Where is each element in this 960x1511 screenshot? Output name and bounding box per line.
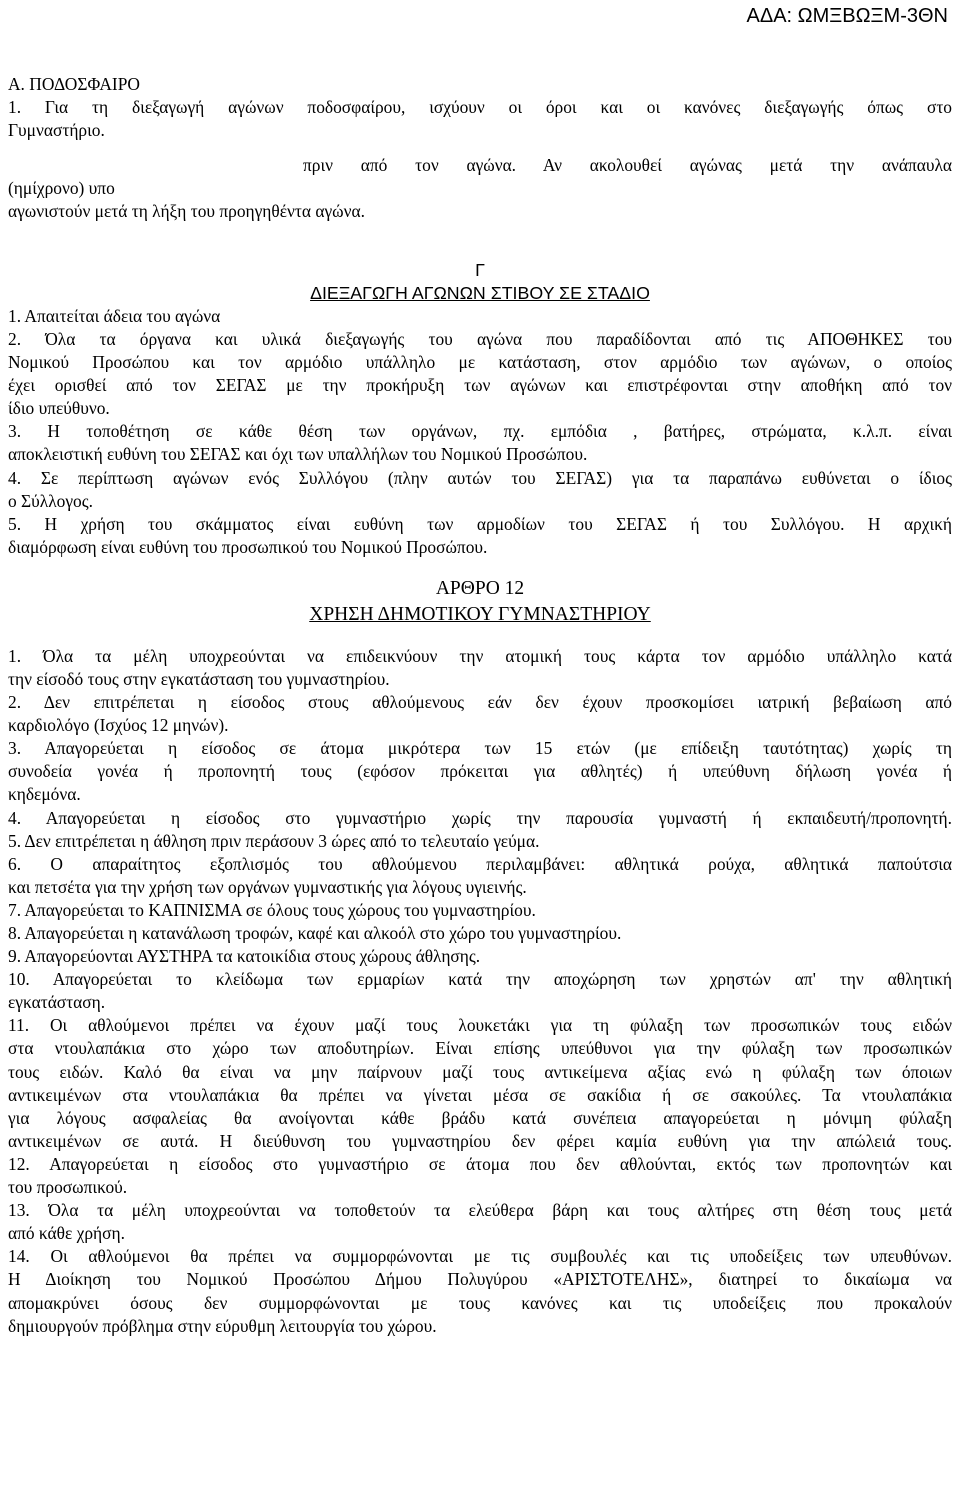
text-line: καρδιολόγο (Ισχύος 12 μηνών). <box>8 715 229 736</box>
text-line: 14. Οι αθλούμενοι θα πρέπει να συμμορφώνονται με τις συμβουλές και τις υποδείξεις των υπευθύνων. <box>8 1246 952 1267</box>
text-line: δημιουργούν πρόβλημα στην εύρυθμη λειτουργία του χώρου. <box>8 1315 437 1336</box>
text-line: 5. Δεν επιτρέπεται η άθληση πριν περάσουν 3 ώρες από το τελευταίο γεύμα. <box>8 830 540 851</box>
text-line: πριν από τον αγώνα. Αν ακολουθεί αγώνας μετά την ανάπαυλα <box>303 155 952 176</box>
text-line: 8. Απαγορεύεται η κατανάλωση τροφών, καφέ και αλκοόλ στο χώρο του γυμναστηρίου. <box>8 923 622 943</box>
text-line: την είσοδό τους στην εγκατάσταση του γυμναστηρίου. <box>8 668 390 689</box>
text-line: Η Διοίκηση του Νομικού Προσώπου Δήμου Πολυγύρου «ΑΡΙΣΤΟΤΕΛΗΣ», διατηρεί το δικαίωμα να <box>8 1269 952 1290</box>
text-line: 1. Απαιτείται άδεια του αγώνα <box>8 305 221 326</box>
text-line: 1. Όλα τα μέλη υποχρεούνται να επιδεικνύουν την ατομική τους κάρτα τον αρμόδιο υπάλληλο κατά <box>8 645 952 666</box>
article-title: ΧΡΗΣΗ ΔΗΜΟΤΙΚΟΥ ΓΥΜΝΑΣΤΗΡΙΟΥ <box>309 603 651 625</box>
text-line: (ημίχρονο) υπο <box>8 178 115 199</box>
text-line: 12. Απαγορεύεται η είσοδος στο γυμναστήριο σε άτομα που δεν αθλούνται, εκτός των προπονητών και <box>8 1153 952 1174</box>
text-line: 5. Η χρήση του σκάμματος είναι ευθύνη των αρμοδίων του ΣΕΓΑΣ ή του Συλλόγου. Η αρχική <box>8 513 952 534</box>
text-line: του προσωπικού. <box>8 1177 128 1198</box>
text-line: και πετσέτα για την χρήση των οργάνων γυμναστικής για λόγους υγιεινής. <box>8 876 527 897</box>
text-line: 4. Σε περίπτωση αγώνων ενός Συλλόγου (πλην αυτών του ΣΕΓΑΣ) για τα παραπάνω ευθύνεται ο ίδιος <box>8 467 952 488</box>
text-line: ο Σύλλογος. <box>8 490 93 511</box>
text-line: Νομικού Προσώπου και τον αρμόδιο υπάλληλο με κατάσταση, στον αρμόδιο των αγώνων, ο οποίος <box>8 352 952 373</box>
text-line: αντικειμένων στα ντουλαπάκια θα πρέπει να γίνεται μέσα σε σακίδια ή σε σακούλες. Τα ντουλαπάκια <box>8 1084 952 1105</box>
text-line: 4. Απαγορεύεται η είσοδος στο γυμναστήριο χωρίς την παρουσία γυμναστή ή εκπαιδευτή/προπονητή. <box>8 807 952 828</box>
text-line: Γυμναστήριο. <box>8 120 105 141</box>
text-line: αγωνιστούν μετά τη λήξη του προηγηθέντα αγώνα. <box>8 201 365 222</box>
text-line: 2. Δεν επιτρέπεται η είσοδος στους αθλούμενους εάν δεν έχουν προσκομίσει ιατρική βεβαίωση από <box>8 692 952 713</box>
text-line: 2. Όλα τα όργανα και υλικά διεξαγωγής του αγώνα που παραδίδονται από τις ΑΠΟΘΗΚΕΣ του <box>8 328 952 349</box>
text-line: στα ντουλαπάκια στο χώρο των αποδυτηρίων. Είναι επίσης υπεύθυνοι για την φύλαξη των προσωπικών <box>8 1038 952 1059</box>
text-line: απομακρύνει όσους δεν συμμορφώνονται με τους κανόνες και τις υποδείξεις που προκαλούν <box>8 1292 952 1313</box>
document-body <box>8 73 952 1338</box>
section-a-title: Α. ΠΟΔΟΣΦΑΙΡΟ <box>8 74 140 94</box>
section-c-letter: Γ <box>475 259 485 280</box>
text-line: 7. Απαγορεύεται το ΚΑΠΝΙΣΜΑ σε όλους τους χώρους του γυμναστηρίου. <box>8 899 536 920</box>
text-line: έχει ορισθεί από τον ΣΕΓΑΣ με την προκήρυξη των αγώνων και επιστρέφονται στην αποθήκη από τον <box>8 375 952 396</box>
text-line: τους ειδών. Καλό θα είναι να μην παίρνουν μαζί τους αντικείμενα αξίας ενώ η φύλαξη των όποιων <box>8 1061 952 1082</box>
section-c-title: ΔΙΕΞΑΓΩΓΗ ΑΓΩΝΩΝ ΣΤΙΒΟΥ ΣΕ ΣΤΑΔΙΟ <box>310 282 650 303</box>
text-line: 3. Απαγορεύεται η είσοδος σε άτομα μικρότερα των 15 ετών (με επίδειξη ταυτότητας) χωρίς τη <box>8 738 952 759</box>
article-number: ΑΡΘΡΟ 12 <box>435 577 525 599</box>
text-line: 3. Η τοποθέτηση σε κάθε θέση των οργάνων, πχ. εμπόδια , βατήρες, στρώματα, κ.λ.π. είναι <box>8 421 952 442</box>
text-line: συνοδεία γονέα ή προπονητή τους (εφόσον πρόκειται για αθλητές) ή υπεύθυνη δήλωση γονέα ή <box>8 761 952 782</box>
text-line: ίδιο υπεύθυνο. <box>8 398 110 419</box>
text-line: 11. Οι αθλούμενοι πρέπει να έχουν μαζί τους λουκετάκι για τη φύλαξη των προσωπικών τους ειδών <box>8 1015 952 1036</box>
text-line: 10. Απαγορεύεται το κλείδωμα των ερμαρίων κατά την αποχώρηση των χρηστών απ' την αθλητική <box>8 969 952 990</box>
text-line: κηδεμόνα. <box>8 784 81 805</box>
text-line: αποκλειστική ευθύνη του ΣΕΓΑΣ και όχι των υπαλλήλων του Νομικού Προσώπου. <box>8 444 588 465</box>
text-line: εγκατάσταση. <box>8 992 106 1013</box>
text-line: για λόγους ασφαλείας θα ανοίγονται κάθε βράδυ κατά συνέπεια απαγορεύεται η μόνιμη φύλαξη <box>8 1107 952 1128</box>
text-line: 6. Ο απαραίτητος εξοπλισμός του αθλούμενου περιλαμβάνει: αθλητικά ρούχα, αθλητικά παπούτσια <box>8 853 952 874</box>
ada-code: ΑΔΑ: ΩΜΞΒΩΞΜ-3ΘΝ <box>746 5 948 27</box>
text-line: διαμόρφωση είναι ευθύνη του προσωπικού του Νομικού Προσώπου. <box>8 536 488 557</box>
text-line: 1. Για τη διεξαγωγή αγώνων ποδοσφαίρου, ισχύουν οι όροι και οι κανόνες διεξαγωγής όπως στο <box>8 97 952 118</box>
text-line: αντικειμένων σε αυτά. Η διεύθυνση του γυμναστηρίου δεν φέρει καμία ευθύνη για την απώλειά τους. <box>8 1130 952 1151</box>
text-line: από κάθε χρήση. <box>8 1223 125 1244</box>
text-line: 9. Απαγορεύονται ΑΥΣΤΗΡΑ τα κατοικίδια στους χώρους άθλησης. <box>8 946 481 967</box>
text-line: 13. Όλα τα μέλη υποχρεούνται να τοποθετούν τα ελεύθερα βάρη και τους αλτήρες στη θέση τους μετά <box>8 1200 952 1221</box>
